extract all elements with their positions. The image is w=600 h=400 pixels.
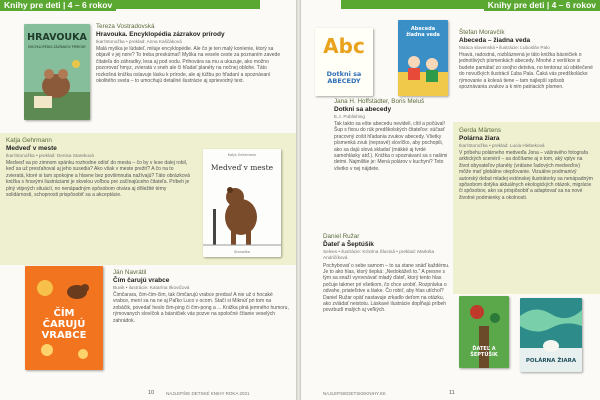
book-author: Gerda Märtens: [459, 127, 501, 134]
book-title[interactable]: Medveď v meste: [6, 144, 57, 152]
cover-subtitle: ENCYKLOPÉDIA ZÁZRAKOV PRÍRODY: [28, 45, 86, 49]
cover-title: HRAVOUKA: [27, 32, 87, 43]
book-entry: [323, 233, 451, 314]
book-title[interactable]: Čím čarujú vrabce: [113, 276, 170, 284]
book-entry: [334, 98, 452, 172]
cover-hravouka[interactable]: [24, 24, 90, 120]
book-entry: [96, 23, 288, 84]
book-description: Medveď sa po zimnom spánku rozhodne odísť do mesta – čo by v lese dalej robil, keď sa už presťahoval aj jeho susedia? Ako však v meste prežiť? A čo na to zvieratá, ktoré si tam spokojne a hlavne bez povšimnutia nažívajú? Táto obrázková knižka s hravými ilustráciami je skvelou voľbou pre začínajúceho čitateľa. Príbeh je plný vtipných situácií, no nenápadným spôsobom otvára aj dôležité témy solidárnosti, schopnosti prispôsobiť sa a akceptácie.: [6, 160, 190, 199]
book-publisher: Ikar/Stonožka • preklad: Denisa Stareková: [6, 152, 94, 158]
cover-letters: Abc: [323, 34, 365, 58]
book-title[interactable]: Polárna žiara: [459, 134, 500, 142]
book-author: Ján Navrátil: [113, 269, 147, 276]
book-entry: [6, 137, 192, 198]
book-title[interactable]: Dotkni sa abecedy: [334, 105, 392, 113]
book-title[interactable]: Ďateľ a Šeptúšik: [323, 240, 374, 248]
book-author: Katja Gehrmann: [6, 137, 52, 144]
book-publisher: Buvik • ilustrácie: Katarína Ilkovičová: [113, 284, 190, 290]
book-publisher: E.J. Publishing: [334, 113, 366, 119]
book-author: Daniel Ružar: [323, 233, 360, 240]
cover-cim-caruju-vrabce[interactable]: [25, 266, 103, 370]
book-description: Malá myška je lúdateľ, miluje encyklopédie. Ale čo je ten malý koníenie, ktorý sa objavil v jej nore? To treba preskúmať! Myška na vesele ceste za poznaním zavede čitateľa do záhradky, lesa aj pod vodu. Prihovára sa mu a ukazuje, ako možno pozorovať hmyz, zvieratá v sneh ale či hľadať planéty na nočnej oblohe. Táto rozkošná knižka oslavuje lásku k prírode, ale aj túžbu po hľadaní a spoznávaní okolitého sveta – to umocňujú detailné ilustrácie aj sprievodný text.: [96, 46, 281, 85]
book-title[interactable]: Abeceda – žiadna veda: [459, 36, 531, 44]
left-page: [0, 0, 296, 400]
footer-caption: NAJLEPŠIE DETSKÉ KNIHY ROKA 2021: [166, 391, 250, 396]
cover-title: ĎATEĽ A ŠEPTÚŠIK: [470, 346, 498, 358]
book-description: Čimčarara, čim-čim-čim, tak čimčarujú vrabce predsa! A nie už o hocaké vrabce, mení sa na ne aj Paľko Luco v ocom. Stačí si Miknúť pri tom na zobáčik, povedať heslo čim-ping či čim-pong a ... Knižka plná jemného humoru, rýmovanych slovíčok a básničiek vás pozve na spoločné čítanie veselých zahrádok.: [113, 292, 289, 324]
book-title[interactable]: Hravouka. Encyklopédia zázrakov prírody: [96, 30, 225, 38]
book-publisher: Ikar/Stonožka • preklad: Lucia Hlebeková: [459, 142, 545, 148]
book-description: Hravá, radostná, rozbláznená je táto knižka básničiek o jednotlivých písmenkách abecedy. Mnohé z veršíkov si budete pamätať zo svojho detstva, no tentoraz sú obklečené do novučkých ilustrácií Ľuba Pala. Čaká vás predškolácke rýmovanie a kolesá tiene – tam najlepší spôsob spoznávania zvukov a k nim patriacich písmen.: [459, 52, 593, 91]
book-entry: [459, 127, 593, 201]
book-description: Tak takto sa ešte abecedu nevideli, cítil a počúval! Šup s fixou do rúk predškolských čitateľov: súčasť pracovný zošit hľadania zvukov abecedy. Všetky písmenká zvuk (nepravé) slovíčko, aby pochopili, ako sa dajú slová skladať (mäkké aj tvrdé samohlásky atď.). Knižka o spoznávaní sa s našimi detmi. Najmilšie je: Mená polárov v kuchyni? Toto všetko v nej nájdete.: [334, 121, 448, 172]
mouse-illustration: [24, 24, 90, 120]
cover-author: Katja Gehrmann: [227, 153, 257, 157]
book-description: Pochybovať o sebe samom – to sa stane snáď každému. Je to ako hlas, ktorý šepká: „Nedokážeš to.“ A presne s tým sa snaží vyrovnávať mladý ďateľ, ktorý tento hlas počuje takmer pri všetkom, čo chce urobiť. Rozprávka o odvahe, priateľstve a láske. Čo robiť, aby hlas utíchol? Daniel Ružar opäť nastavuje zrkadlo deťom na otázku, ako zvládať neistotu. Láskavé ilustrácie dopĺňajú príbeh povzbudí malých aj veľkých.: [323, 262, 450, 314]
book-publisher: Ikar/Stonožka • preklad: Anna Kaščáková: [96, 38, 182, 44]
book-author: Tereza Vostradovská: [96, 23, 155, 30]
section-header-left: Knihy pre deti | 4 – 6 rokov: [0, 0, 116, 11]
book-publisher: Selves • ilustrácie: Kristína Šlusiná • preklad: Markéta Andričíková: [323, 248, 435, 260]
bear-illustration: [203, 149, 281, 257]
cover-title: ČÍM ČARUJÚ VRABCE: [41, 308, 87, 341]
cover-imprint: Stonožka: [233, 250, 251, 254]
cover-title: POLÁRNA ŽIARA: [525, 358, 577, 364]
book-entry: [459, 29, 593, 90]
cover-dotkni-sa-abecedy[interactable]: [315, 28, 373, 96]
book-description: V príbehu polárneho medveďa Jona – vášnivého fotografa arktických scenérií – sa dočítame aj o tom, aký vplyv na život obyvateľov planéty (vrátane ľadových medveďov) môže mať globálne otepľovanie. Vizuálne podmanivý autorský debut mladej estónskej ilustrátorky sa nenápadným spôsobom dotýka aktuálnych ekologických otázok, migrácie či spôsobov, ako sa prispôsobiť a adaptovať sa na nové životné podmienky a okolnosti.: [459, 150, 593, 201]
page-number: 11: [449, 390, 455, 396]
cover-title: Dotkni sa ABECEDY: [326, 70, 362, 85]
book-publisher: Matica slovenská • ilustrácie: Ľubosláv Palo: [459, 44, 550, 50]
cover-title: Abeceda žiadna veda: [406, 26, 440, 38]
cover-polarna-ziara[interactable]: [520, 298, 582, 372]
page-number: 10: [148, 390, 155, 396]
cover-abeceda-ziadna-veda[interactable]: [398, 20, 448, 96]
children-illustration: [398, 20, 448, 96]
footer-caption: NAJLEPSIEDETSKEKNIHY.SK: [323, 391, 386, 396]
cover-medved-v-meste[interactable]: [203, 149, 281, 257]
book-author: Jana H. Hoffstädter, Boris Meluš: [334, 98, 425, 105]
cover-datel-a-septusik[interactable]: [459, 296, 509, 368]
book-author: Štefan Moravčík: [459, 29, 505, 36]
book-entry: [113, 269, 289, 324]
cover-title: Medveď v meste: [210, 163, 274, 172]
right-page: [301, 0, 600, 400]
section-header-right: Knihy pre deti | 4 – 6 rokov: [484, 0, 600, 11]
